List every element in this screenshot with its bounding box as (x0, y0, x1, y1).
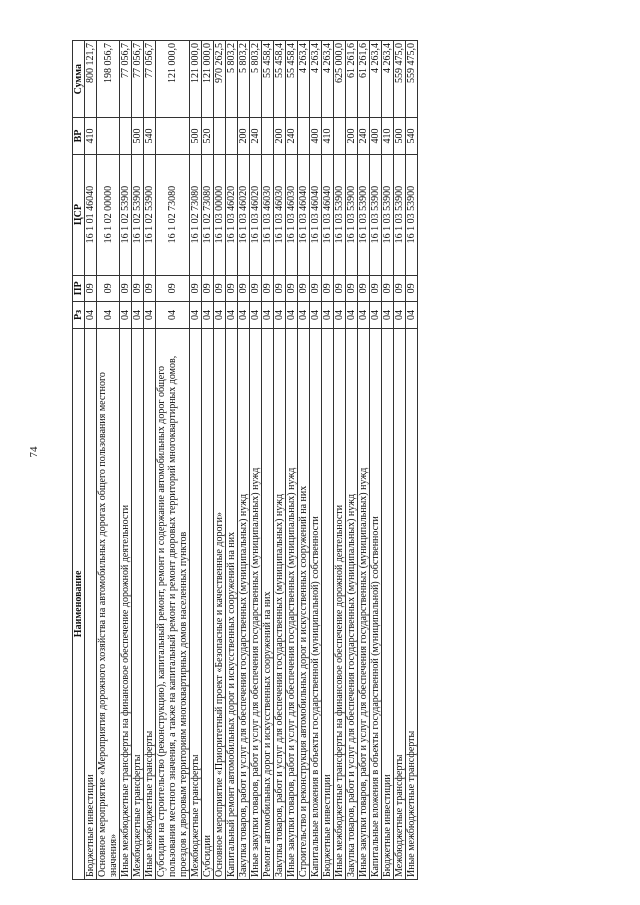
table-row (262, 41, 274, 880)
row-sum: 4 263,4 (298, 41, 310, 118)
row-csr: 16 1 03 46030 (262, 154, 274, 275)
row-name: Капитальные вложения в объекты государственной (муниципальной) собственности (310, 328, 322, 879)
table-row (226, 41, 238, 880)
row-vr: 500 (394, 118, 406, 154)
row-sum: 625 000,0 (334, 41, 346, 118)
header-csr: ЦСР (73, 154, 85, 275)
row-csr: 16 1 03 00000 (214, 154, 226, 275)
row-rz: 04 (85, 302, 97, 329)
row-sum: 77 056,7 (144, 41, 156, 118)
row-vr: 410 (382, 118, 394, 154)
row-csr: 16 1 03 46020 (238, 154, 250, 275)
row-name: Строительство и реконструкция автомобильных дорог и искусственных сооружений на них (298, 328, 310, 879)
row-vr: 400 (310, 118, 322, 154)
row-name: Закупка товаров, работ и услуг для обеспечения государственных (муниципальных) нужд (238, 328, 250, 879)
row-vr (226, 118, 238, 154)
row-pr: 09 (214, 275, 226, 302)
row-sum: 77 056,7 (132, 41, 144, 118)
row-rz: 04 (370, 302, 382, 329)
row-pr: 09 (238, 275, 250, 302)
row-name: Иные закупки товаров, работ и услуг для обеспечения государственных (муниципальных) нужд (250, 328, 262, 879)
table-row (85, 41, 97, 880)
row-vr (298, 118, 310, 154)
row-pr: 09 (310, 275, 322, 302)
row-csr: 16 1 03 46040 (298, 154, 310, 275)
table-row (370, 41, 382, 880)
rotated-table-wrapper (72, 40, 569, 880)
table-row (334, 41, 346, 880)
row-rz: 04 (238, 302, 250, 329)
table-row (322, 41, 334, 880)
row-csr: 16 1 03 53900 (370, 154, 382, 275)
table-row (406, 41, 418, 880)
row-name: Закупка товаров, работ и услуг для обеспечения государственных (муниципальных) нужд (346, 328, 358, 879)
row-rz: 04 (406, 302, 418, 329)
row-rz: 04 (202, 302, 214, 329)
row-pr: 09 (120, 275, 132, 302)
row-name: Межбюджетные трансферты (394, 328, 406, 879)
row-pr: 09 (132, 275, 144, 302)
page-number: 74 (28, 446, 40, 458)
row-vr: 410 (322, 118, 334, 154)
row-csr: 16 1 02 53900 (120, 154, 132, 275)
row-name: Капитальные вложения в объекты государственной (муниципальной) собственности (370, 328, 382, 879)
row-rz: 04 (358, 302, 370, 329)
row-pr: 09 (226, 275, 238, 302)
table-row (202, 41, 214, 880)
row-vr: 200 (238, 118, 250, 154)
row-name: Капитальный ремонт автомобильных дорог и искусственных сооружений на них (226, 328, 238, 879)
header-pr: ПР (73, 275, 85, 302)
row-name: Иные закупки товаров, работ и услуг для обеспечения государственных (муниципальных) нужд (358, 328, 370, 879)
row-csr: 16 1 03 46040 (310, 154, 322, 275)
row-rz: 04 (274, 302, 286, 329)
row-name: Ремонт автомобильных дорог и искусственных сооружений на них (262, 328, 274, 879)
row-sum: 4 263,4 (310, 41, 322, 118)
row-vr: 500 (190, 118, 202, 154)
row-csr: 16 1 03 53900 (334, 154, 346, 275)
header-rz: Рз (73, 302, 85, 329)
row-csr: 16 1 02 73080 (156, 154, 190, 275)
row-csr: 16 1 03 53900 (382, 154, 394, 275)
table-row (214, 41, 226, 880)
row-sum: 61 261,6 (358, 41, 370, 118)
row-pr: 09 (370, 275, 382, 302)
row-name: Иные межбюджетные трансферты на финансовое обеспечение дорожной деятельности (120, 328, 132, 879)
row-vr: 540 (144, 118, 156, 154)
row-csr: 16 1 03 46030 (274, 154, 286, 275)
row-pr: 09 (406, 275, 418, 302)
table-row (156, 41, 190, 880)
row-pr: 09 (298, 275, 310, 302)
table-row (120, 41, 132, 880)
row-vr: 500 (132, 118, 144, 154)
row-csr: 16 1 03 46030 (286, 154, 298, 275)
row-pr: 09 (97, 275, 120, 302)
row-pr: 09 (358, 275, 370, 302)
row-vr: 240 (358, 118, 370, 154)
row-pr: 09 (144, 275, 156, 302)
row-sum: 55 458,4 (274, 41, 286, 118)
row-csr: 16 1 02 73080 (202, 154, 214, 275)
row-csr: 16 1 03 46040 (322, 154, 334, 275)
header-vr: ВР (73, 118, 85, 154)
header-name: Наименование (73, 328, 85, 879)
row-sum: 5 803,2 (250, 41, 262, 118)
row-sum: 121 000,0 (190, 41, 202, 118)
row-pr: 09 (394, 275, 406, 302)
row-vr (156, 118, 190, 154)
row-sum: 4 263,4 (370, 41, 382, 118)
table-row (250, 41, 262, 880)
row-name: Межбюджетные трансферты (132, 328, 144, 879)
row-rz: 04 (190, 302, 202, 329)
row-pr: 09 (190, 275, 202, 302)
row-rz: 04 (226, 302, 238, 329)
row-name: Субсидии на строительство (реконструкцию), капитальный ремонт, ремонт и содержание автомобильных дорог общего пользования местного значения, а также на капитальный ремонт и ремонт дворовых территорий многоквартирных домов, проездов к дворовым территориям многоквартирных домов населенных пунктов (156, 328, 190, 879)
row-vr: 410 (85, 118, 97, 154)
row-sum: 5 803,2 (226, 41, 238, 118)
row-name: Бюджетные инвестиции (382, 328, 394, 879)
row-pr: 09 (322, 275, 334, 302)
row-name: Иные межбюджетные трансферты на финансовое обеспечение дорожной деятельности (334, 328, 346, 879)
table-row (358, 41, 370, 880)
table-row (382, 41, 394, 880)
row-sum: 800 121,7 (85, 41, 97, 118)
row-rz: 04 (250, 302, 262, 329)
row-vr: 400 (370, 118, 382, 154)
row-pr: 09 (286, 275, 298, 302)
row-pr: 09 (346, 275, 358, 302)
row-sum: 4 263,4 (382, 41, 394, 118)
table-row (310, 41, 322, 880)
row-vr (262, 118, 274, 154)
row-sum: 4 263,4 (322, 41, 334, 118)
row-sum: 121 000,0 (156, 41, 190, 118)
row-rz: 04 (394, 302, 406, 329)
row-sum: 55 458,4 (262, 41, 274, 118)
row-csr: 16 1 03 53900 (394, 154, 406, 275)
row-pr: 09 (262, 275, 274, 302)
row-csr: 16 1 03 53900 (346, 154, 358, 275)
row-name: Бюджетные инвестиции (85, 328, 97, 879)
table-row (346, 41, 358, 880)
row-csr: 16 1 01 46040 (85, 154, 97, 275)
row-rz: 04 (334, 302, 346, 329)
row-name: Основное мероприятие «Мероприятия дорожного хозяйства на автомобильных дорогах общего пользования местного значения» (97, 328, 120, 879)
row-rz: 04 (156, 302, 190, 329)
row-name: Межбюджетные трансферты (190, 328, 202, 879)
row-rz: 04 (322, 302, 334, 329)
row-sum: 77 056,7 (120, 41, 132, 118)
row-vr: 540 (406, 118, 418, 154)
row-vr (334, 118, 346, 154)
row-sum: 970 262,5 (214, 41, 226, 118)
row-sum: 559 475,0 (406, 41, 418, 118)
header-sum: Сумма (73, 41, 85, 118)
table-row (97, 41, 120, 880)
row-vr: 200 (346, 118, 358, 154)
row-sum: 198 056,7 (97, 41, 120, 118)
row-name: Иные закупки товаров, работ и услуг для обеспечения государственных (муниципальных) нужд (286, 328, 298, 879)
row-vr: 240 (250, 118, 262, 154)
row-pr: 09 (85, 275, 97, 302)
row-name: Основное мероприятие «Приоритетный проект «Безопасные и качественные дороги» (214, 328, 226, 879)
row-csr: 16 1 02 53900 (144, 154, 156, 275)
table-header-row (73, 41, 85, 880)
row-vr: 200 (274, 118, 286, 154)
row-vr: 520 (202, 118, 214, 154)
row-sum: 61 261,6 (346, 41, 358, 118)
row-csr: 16 1 03 46020 (250, 154, 262, 275)
row-vr (214, 118, 226, 154)
table-row (144, 41, 156, 880)
row-sum: 55 458,4 (286, 41, 298, 118)
row-pr: 09 (382, 275, 394, 302)
row-vr (97, 118, 120, 154)
row-rz: 04 (346, 302, 358, 329)
row-rz: 04 (132, 302, 144, 329)
table-row (286, 41, 298, 880)
row-csr: 16 1 02 73080 (190, 154, 202, 275)
row-pr: 09 (202, 275, 214, 302)
row-csr: 16 1 03 46020 (226, 154, 238, 275)
row-pr: 09 (156, 275, 190, 302)
row-pr: 09 (274, 275, 286, 302)
row-csr: 16 1 02 53900 (132, 154, 144, 275)
row-rz: 04 (144, 302, 156, 329)
table-row (190, 41, 202, 880)
table-body (85, 41, 418, 880)
row-rz: 04 (262, 302, 274, 329)
row-rz: 04 (120, 302, 132, 329)
row-rz: 04 (97, 302, 120, 329)
row-name: Иные межбюджетные трансферты (406, 328, 418, 879)
row-pr: 09 (250, 275, 262, 302)
row-csr: 16 1 03 53900 (358, 154, 370, 275)
row-name: Субсидии (202, 328, 214, 879)
row-name: Закупка товаров, работ и услуг для обеспечения государственных (муниципальных) нужд (274, 328, 286, 879)
row-sum: 559 475,0 (394, 41, 406, 118)
budget-table (72, 40, 418, 880)
row-vr: 240 (286, 118, 298, 154)
row-rz: 04 (298, 302, 310, 329)
row-rz: 04 (214, 302, 226, 329)
table-row (394, 41, 406, 880)
row-csr: 16 1 03 53900 (406, 154, 418, 275)
row-vr (120, 118, 132, 154)
row-sum: 5 803,2 (238, 41, 250, 118)
row-name: Бюджетные инвестиции (322, 328, 334, 879)
row-rz: 04 (286, 302, 298, 329)
row-pr: 09 (334, 275, 346, 302)
row-rz: 04 (382, 302, 394, 329)
table-row (132, 41, 144, 880)
table-row (274, 41, 286, 880)
row-rz: 04 (310, 302, 322, 329)
row-csr: 16 1 02 00000 (97, 154, 120, 275)
table-row (298, 41, 310, 880)
row-name: Иные межбюджетные трансферты (144, 328, 156, 879)
row-sum: 121 000,0 (202, 41, 214, 118)
table-row (238, 41, 250, 880)
